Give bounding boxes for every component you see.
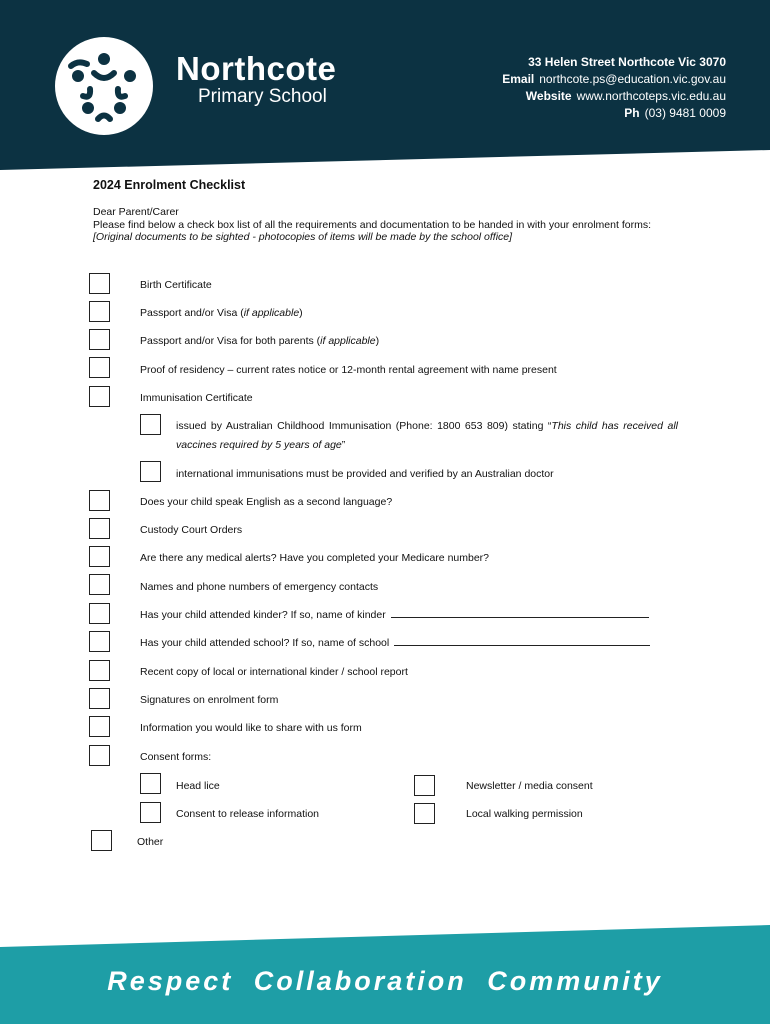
- label-walking-permission: Local walking permission: [466, 808, 583, 820]
- checkbox-school[interactable]: [89, 631, 110, 652]
- phone-number: (03) 9481 0009: [644, 106, 726, 120]
- label-passport-parents: Passport and/or Visa for both parents (if applicable): [140, 335, 380, 347]
- checkbox-share-form[interactable]: [89, 716, 110, 737]
- kinder-name-line[interactable]: [391, 617, 649, 618]
- checkbox-kinder[interactable]: [89, 603, 110, 624]
- intro-text: [93, 206, 693, 244]
- checkbox-immunisation-international[interactable]: [140, 461, 161, 482]
- label-immunisation: Immunisation Certificate: [140, 392, 253, 404]
- label-emergency-contacts: Names and phone numbers of emergency contacts: [140, 581, 379, 593]
- phone-label: Ph: [624, 106, 640, 120]
- greeting: Dear Parent/Carer: [93, 206, 179, 218]
- label-consent-forms: Consent forms:: [140, 751, 212, 763]
- checklist-title: 2024 Enrolment Checklist: [93, 178, 246, 192]
- website-link[interactable]: www.northcoteps.vic.edu.au: [576, 89, 726, 103]
- footer-motto: Respect Collaboration Community: [107, 966, 663, 996]
- checkbox-immunisation[interactable]: [89, 386, 110, 407]
- label-esl: Does your child speak English as a second language?: [140, 496, 393, 508]
- checkbox-esl[interactable]: [89, 490, 110, 511]
- email-link[interactable]: northcote.ps@education.vic.gov.au: [539, 72, 726, 86]
- school-subtitle: Primary School: [198, 86, 327, 107]
- label-passport-visa: Passport and/or Visa (if applicable): [140, 307, 303, 319]
- website-label: Website: [525, 89, 572, 103]
- checkbox-newsletter-media[interactable]: [414, 775, 435, 796]
- checkbox-other[interactable]: [91, 830, 112, 851]
- email-label: Email: [502, 72, 535, 86]
- label-signatures: Signatures on enrolment form: [140, 694, 279, 706]
- intro-paragraph: Please find below a check box list of all the requirements and documentation to be handed in with your enrolment forms:: [93, 218, 651, 231]
- checkbox-report[interactable]: [89, 660, 110, 681]
- checkbox-release-information[interactable]: [140, 802, 161, 823]
- checkbox-medical[interactable]: [89, 546, 110, 567]
- checkbox-signatures[interactable]: [89, 688, 110, 709]
- label-release-information: Consent to release information: [176, 808, 319, 820]
- school-name-line[interactable]: [394, 645, 650, 646]
- label-newsletter-media: Newsletter / media consent: [466, 780, 593, 792]
- address: 33 Helen Street Northcote Vic 3070: [528, 55, 726, 69]
- school-name: Northcote: [176, 50, 337, 87]
- label-medical: Are there any medical alerts? Have you completed your Medicare number?: [140, 552, 490, 564]
- sighted-note: [Original documents to be sighted - photocopies of items will be made by the school office]: [93, 231, 513, 244]
- label-birth-certificate: Birth Certificate: [140, 279, 212, 291]
- checkbox-head-lice[interactable]: [140, 773, 161, 794]
- label-kinder: Has your child attended kinder? If so, name of kinder: [140, 609, 649, 621]
- label-share-form: Information you would like to share with us form: [140, 722, 362, 734]
- label-residency: Proof of residency – current rates notice or 12-month rental agreement with name present: [140, 364, 557, 376]
- checkbox-birth-certificate[interactable]: [89, 273, 110, 294]
- contact-block: [502, 54, 726, 122]
- checkbox-immunisation-air[interactable]: [140, 414, 161, 435]
- checkbox-consent-forms[interactable]: [89, 745, 110, 766]
- checkbox-passport-parents[interactable]: [89, 329, 110, 350]
- label-school: Has your child attended school? If so, name of school: [140, 637, 650, 649]
- label-report: Recent copy of local or international kinder / school report: [140, 666, 408, 678]
- label-immunisation-international: international immunisations must be provided and verified by an Australian doctor: [176, 468, 554, 480]
- checkbox-emergency-contacts[interactable]: [89, 574, 110, 595]
- label-other: Other: [137, 836, 164, 848]
- checkbox-walking-permission[interactable]: [414, 803, 435, 824]
- checkbox-residency[interactable]: [89, 357, 110, 378]
- label-head-lice: Head lice: [176, 780, 220, 792]
- label-custody: Custody Court Orders: [140, 524, 243, 536]
- label-immunisation-air: issued by Australian Childhood Immunisation (Phone: 1800 653 809) stating “This child has received all vaccines required by 5 years of age”: [176, 420, 678, 451]
- checkbox-custody[interactable]: [89, 518, 110, 539]
- checkbox-passport-visa[interactable]: [89, 301, 110, 322]
- school-logo-icon: [54, 36, 154, 136]
